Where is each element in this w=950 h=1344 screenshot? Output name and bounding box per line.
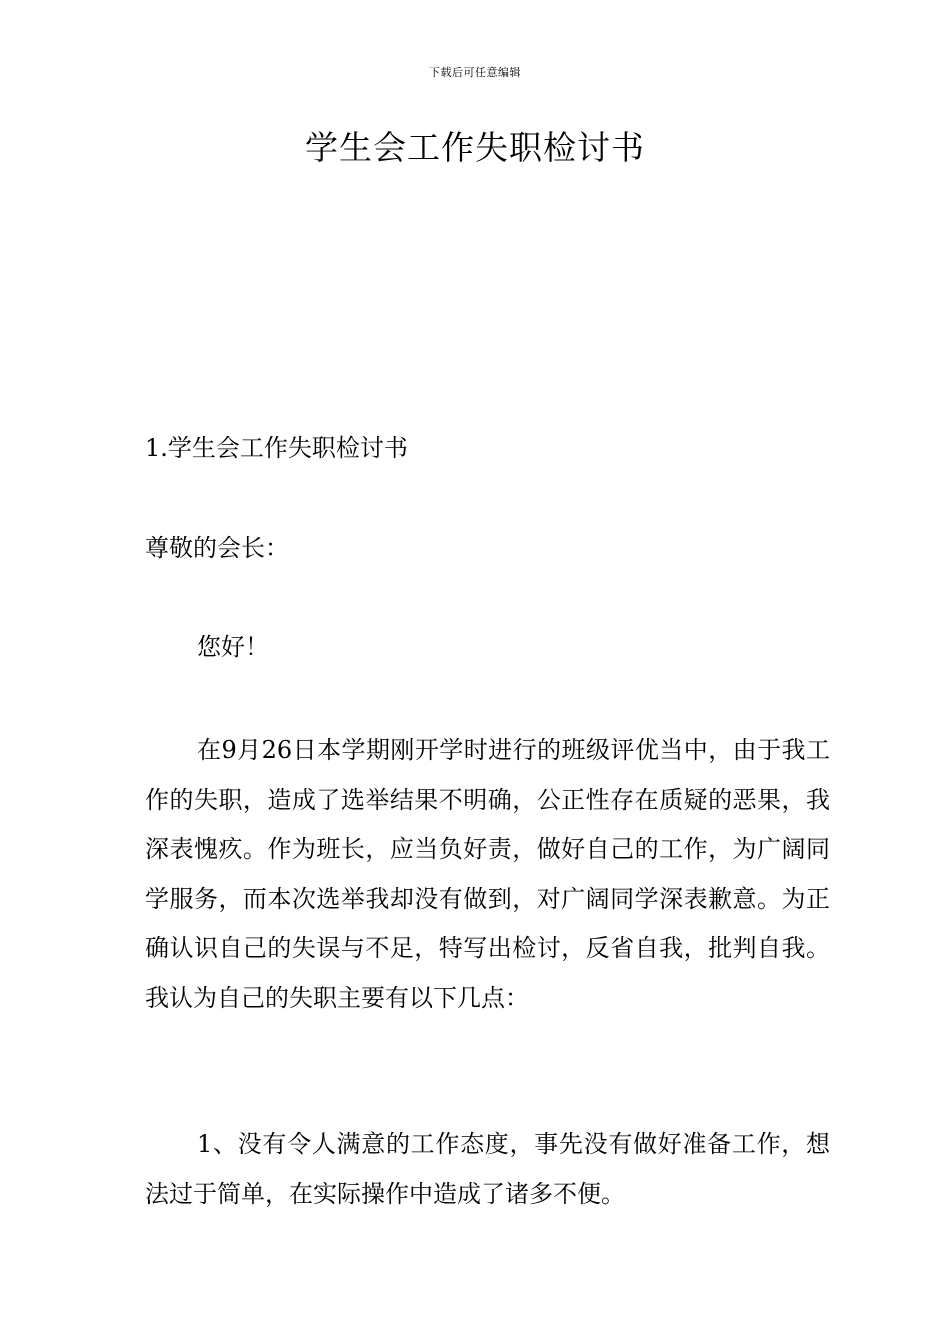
body-paragraph: 在9月26日本学期刚开学时进行的班级评优当中，由于我工作的失职，造成了选举结果不明确，公正性存在质疑的恶果，我深表愧疚。作为班长，应当负好责，做好自己的工作，为广阔同学服务，而本次选举我却没有做到，对广阔同学深表歉意。为正确认识自己的失误与不足，特写出检讨，反省自我，批判自我。我认为自己的失职主要有以下几点： [145,736,830,1012]
document-title: 学生会工作失职检讨书 [305,128,645,167]
greeting: 您好！ [197,633,269,661]
salutation: 尊敬的会长： [145,534,289,562]
body-paragraph: 1、没有令人满意的工作态度，事先没有做好准备工作，想法过于简单，在实际操作中造成了诸多不便。 [145,1130,830,1208]
section-heading: 1.学生会工作失职检讨书 [145,434,408,462]
header-note: 下载后可任意编辑 [429,66,521,79]
